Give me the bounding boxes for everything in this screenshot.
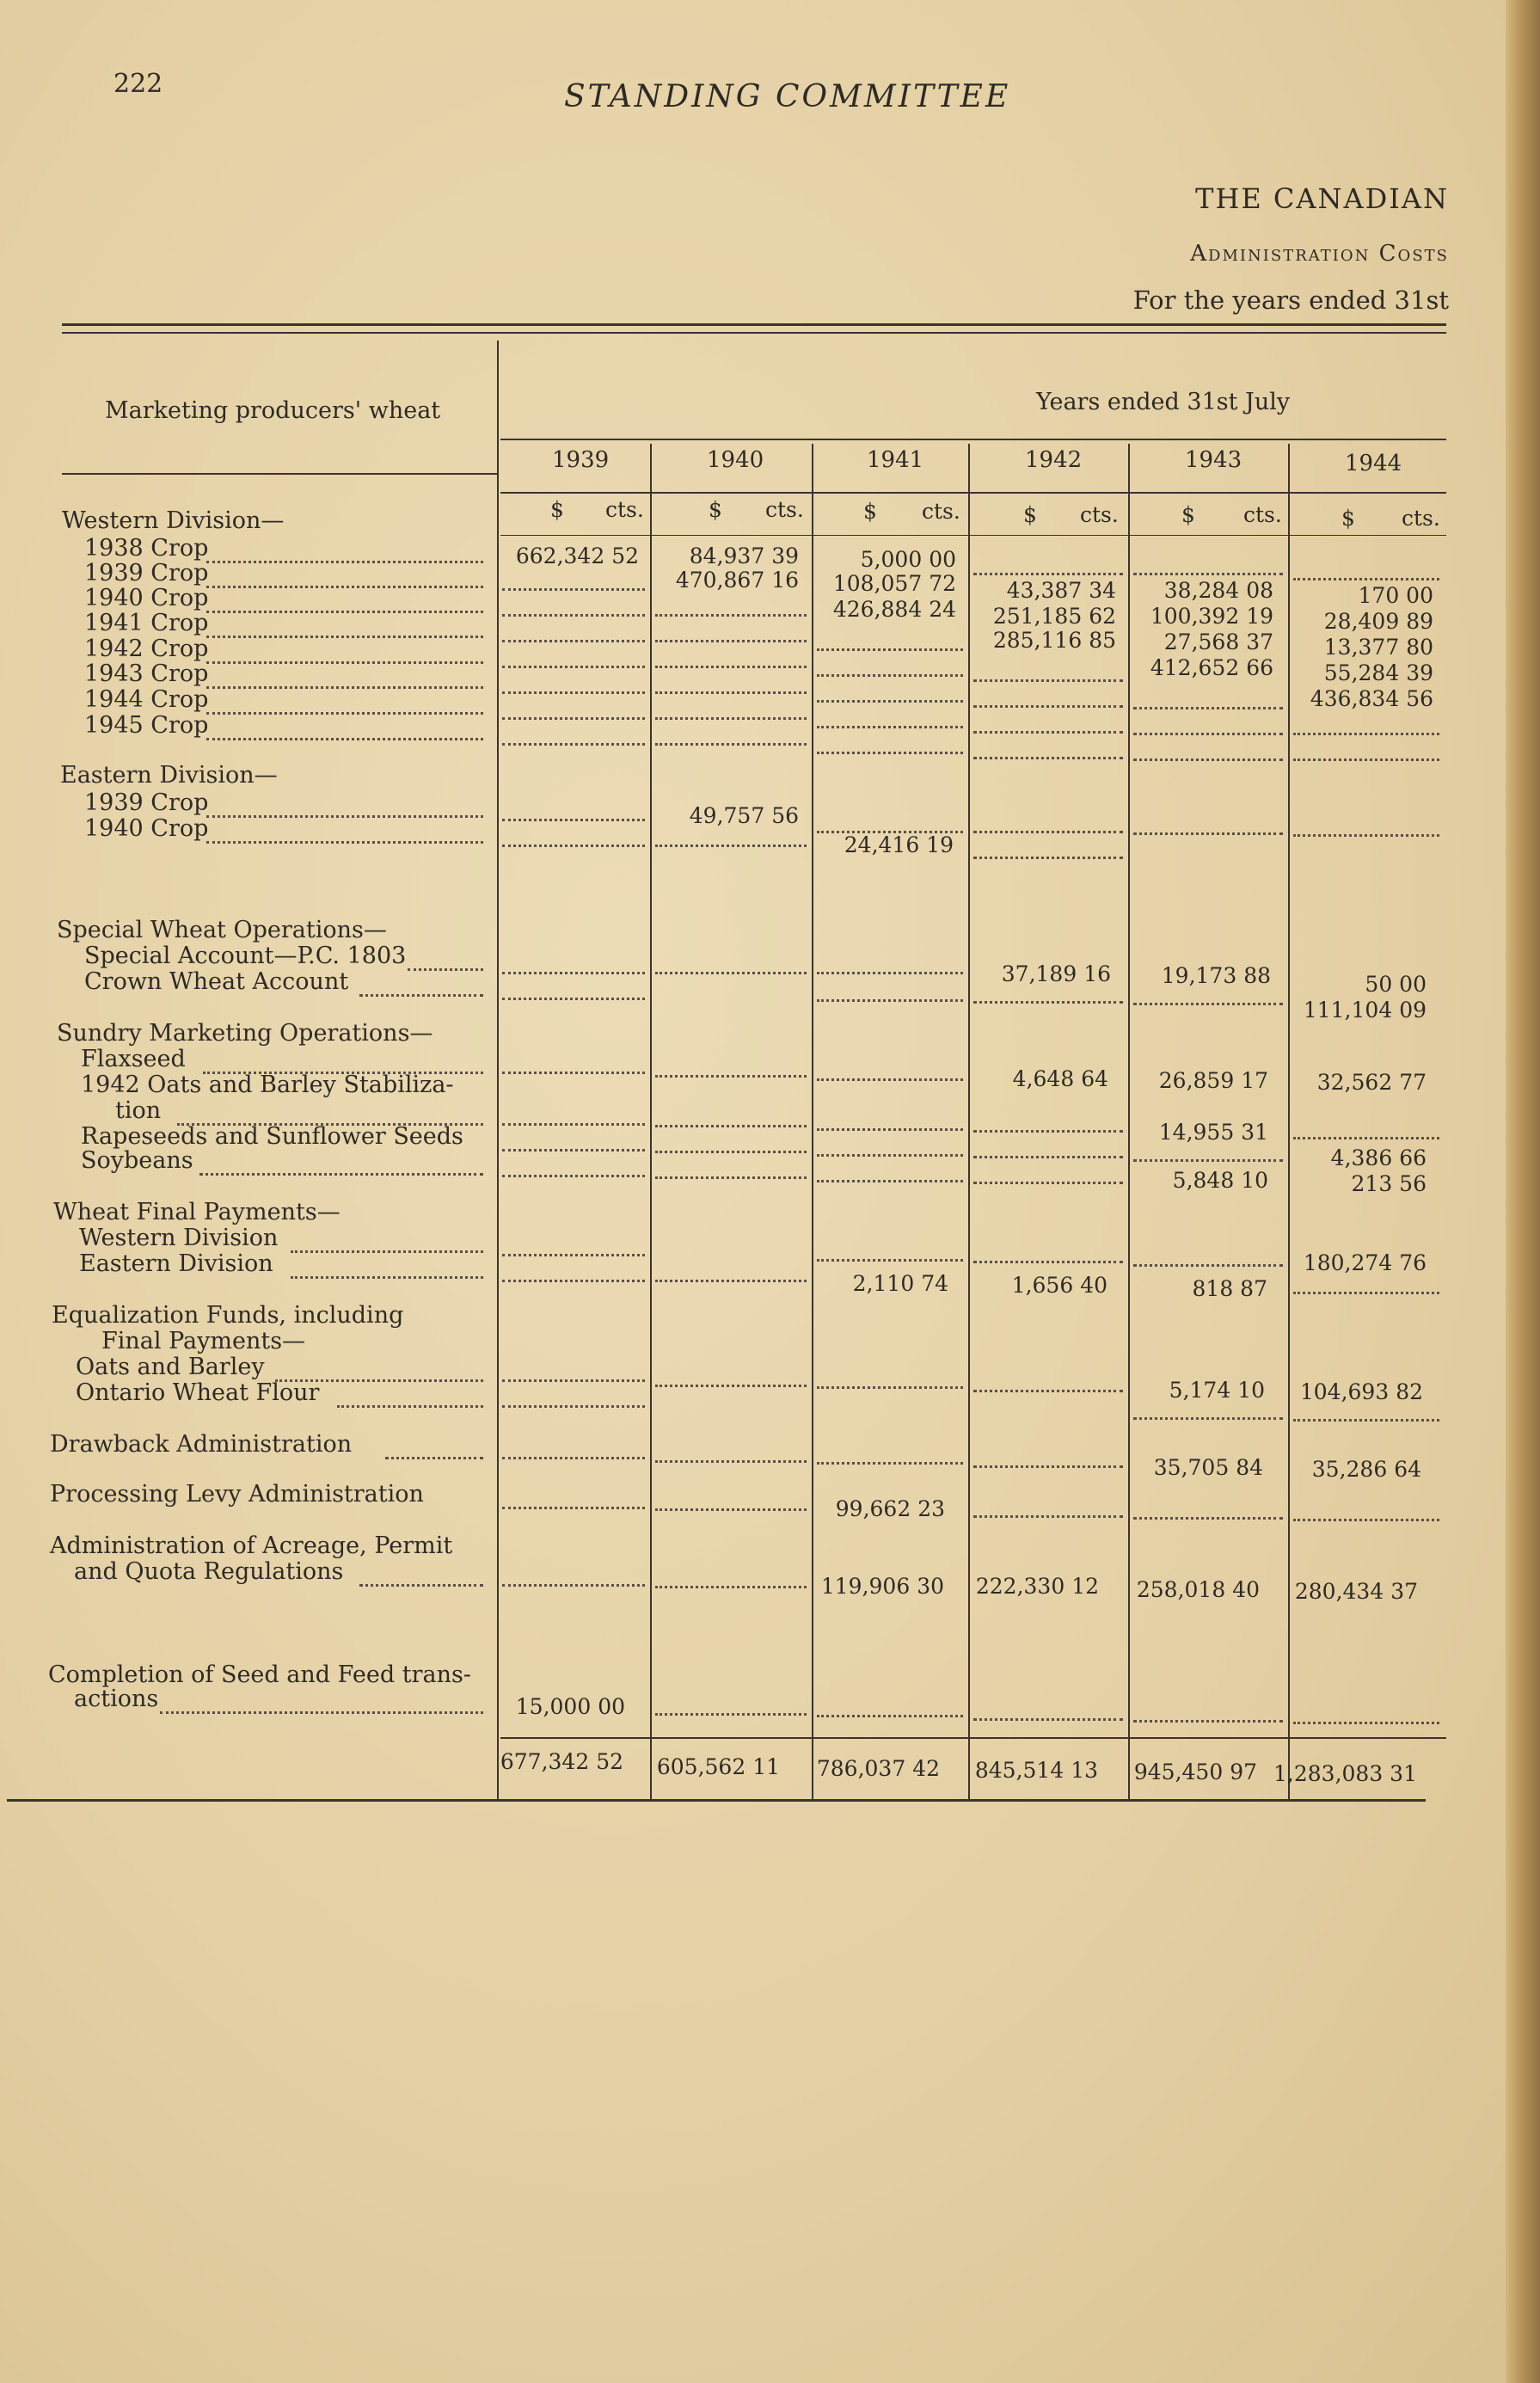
cell-1943-crop-1944: 55,284 39: [1323, 660, 1433, 685]
unit-cents: cts.: [1243, 502, 1282, 527]
cell-1941-crop-1943: 100,392 19: [1150, 604, 1273, 629]
row-label-fp-eastern: Eastern Division: [79, 1250, 273, 1277]
leader-dots: [817, 726, 963, 728]
cell-eastern-1940: 49,757 56: [689, 803, 799, 828]
leader-dots: [817, 1180, 963, 1182]
leader-dots: [817, 972, 963, 974]
leader-dots: [973, 831, 1123, 833]
leader-dots: [502, 844, 645, 847]
leader-dots: [206, 586, 483, 588]
leader-dots: [973, 1182, 1123, 1184]
leader-dots: [817, 1154, 963, 1157]
leader-dots: [817, 1715, 963, 1717]
leader-dots: [973, 1130, 1123, 1133]
leader-dots: [817, 700, 963, 703]
row-label-final-payments: Wheat Final Payments—: [53, 1199, 341, 1225]
leader-dots: [1293, 1519, 1439, 1521]
row-label-oats-barley: Oats and Barley: [76, 1354, 265, 1380]
leader-dots: [502, 1254, 645, 1256]
leader-dots: [206, 561, 483, 563]
page-number: 222: [114, 69, 163, 99]
cell-1942-crop-1942: 285,116 85: [992, 628, 1116, 653]
leader-dots: [177, 1123, 483, 1126]
leader-dots: [973, 1261, 1123, 1263]
unit-cents: cts.: [1402, 506, 1440, 531]
leader-dots: [1293, 578, 1439, 580]
bottom-rule: [7, 1799, 1426, 1802]
units-row-rule: [500, 535, 1446, 536]
col-line-2: [812, 444, 813, 1799]
cell-acreage-1942: 222,330 12: [975, 1574, 1099, 1599]
leader-dots: [275, 1379, 483, 1382]
total-rule: [500, 1737, 1446, 1739]
top-rule-1: [62, 323, 1446, 326]
leader-dots: [1293, 733, 1439, 735]
row-label-sundry: Sundry Marketing Operations—: [57, 1020, 433, 1047]
year-1940: 1940: [707, 447, 764, 473]
row-label-1938-crop: 1938 Crop: [84, 535, 209, 562]
row-label-flaxseed: Flaxseed: [81, 1046, 186, 1072]
row-label-equalization-cont: Final Payments—: [101, 1328, 306, 1354]
unit-dollar: $: [1181, 502, 1195, 527]
leader-dots: [817, 831, 963, 833]
cell-special-1943: 19,173 88: [1161, 963, 1271, 988]
leader-dots: [502, 1507, 645, 1509]
leader-dots: [502, 640, 645, 642]
leader-dots: [408, 968, 483, 971]
leader-dots: [1293, 1722, 1439, 1724]
cell-1944-crop-1944: 436,834 56: [1310, 686, 1433, 711]
cell-1942-crop-1944: 13,377 80: [1323, 635, 1433, 660]
leader-dots: [206, 841, 483, 844]
cell-ontario-1943: 5,174 10: [1169, 1378, 1265, 1403]
cell-1941-crop-1944: 28,409 89: [1323, 609, 1433, 634]
cell-1938-crop-1939: 662,342 52: [515, 544, 639, 568]
col-line-3: [968, 444, 970, 1799]
row-label-oats-barley-stab: 1942 Oats and Barley Stabiliza-: [81, 1072, 454, 1098]
row-label-1941-crop: 1941 Crop: [84, 610, 209, 636]
cell-1940-crop-1941: 426,884 24: [832, 597, 956, 622]
leader-dots: [655, 1713, 807, 1716]
col-line-4: [1128, 444, 1130, 1799]
cell-1940-crop-1942: 43,387 34: [1006, 578, 1116, 603]
cell-rape-1943: 14,955 31: [1158, 1120, 1268, 1145]
leader-dots: [502, 819, 645, 821]
cell-fp-western-1944: 180,274 76: [1303, 1250, 1426, 1275]
total-1941: 786,037 42: [816, 1756, 940, 1781]
cell-seed-feed-1939: 15,000 00: [515, 1694, 625, 1719]
leader-dots: [817, 752, 963, 754]
leader-dots: [973, 1515, 1123, 1518]
row-label-1939-crop: 1939 Crop: [84, 560, 209, 587]
leader-dots: [502, 998, 645, 1000]
cell-eastern-1941: 24,416 19: [844, 832, 954, 857]
leader-dots: [655, 1176, 807, 1179]
leader-dots: [291, 1276, 483, 1279]
leader-dots: [1293, 1292, 1439, 1294]
col-line-0: [497, 341, 499, 1799]
cell-fp-eastern-1941: 2,110 74: [852, 1271, 948, 1296]
leader-dots: [206, 815, 483, 818]
cell-acreage-1944: 280,434 37: [1294, 1579, 1418, 1604]
unit-cents: cts.: [605, 497, 644, 522]
leader-dots: [291, 1250, 483, 1253]
cell-crown-1944: 111,104 09: [1303, 998, 1426, 1023]
cell-soy-1943: 5,848 10: [1172, 1168, 1268, 1193]
col-line-1: [650, 444, 652, 1799]
cell-special-1942: 37,189 16: [1001, 961, 1111, 986]
leader-dots: [1133, 1264, 1283, 1267]
cell-acreage-1941: 119,906 30: [820, 1574, 944, 1599]
leader-dots: [502, 1457, 645, 1459]
row-label-processing-levy: Processing Levy Administration: [50, 1481, 424, 1508]
leader-dots: [1293, 1137, 1439, 1139]
leader-dots: [502, 691, 645, 694]
leader-dots: [655, 614, 807, 617]
leader-dots: [655, 1151, 807, 1153]
leader-dots: [655, 691, 807, 694]
leader-dots: [655, 1586, 807, 1588]
row-label-1945-crop: 1945 Crop: [84, 712, 209, 739]
leader-dots: [817, 1386, 963, 1389]
row-label-oats-barley-stab-cont: tion: [115, 1097, 162, 1124]
cell-acreage-1943: 258,018 40: [1136, 1577, 1260, 1602]
leader-dots: [160, 1711, 483, 1714]
row-label-1944-crop: 1944 Crop: [84, 686, 209, 713]
page-edge: [1506, 0, 1540, 2383]
cell-1943-crop-1943: 412,652 66: [1150, 655, 1273, 680]
heading-line-2: Administration Costs: [1190, 241, 1449, 267]
leader-dots: [502, 666, 645, 668]
top-rule-2: [62, 332, 1446, 334]
leader-dots: [1133, 733, 1283, 735]
row-label-crown-wheat: Crown Wheat Account: [84, 968, 349, 995]
leader-dots: [655, 1385, 807, 1387]
leader-dots: [502, 972, 645, 974]
total-1939: 677,342 52: [500, 1749, 623, 1774]
cell-rape-1944: 4,386 66: [1330, 1145, 1426, 1170]
leader-dots: [1133, 1003, 1283, 1005]
leader-dots: [973, 1390, 1123, 1392]
leader-dots: [199, 1173, 483, 1176]
cell-1940-crop-1943: 38,284 08: [1163, 578, 1273, 603]
stub-header-rule: [62, 473, 497, 475]
leader-dots: [502, 1175, 645, 1177]
row-label-equalization: Equalization Funds, including: [52, 1302, 404, 1329]
leader-dots: [502, 1405, 645, 1408]
total-1942: 845,514 13: [974, 1758, 1098, 1783]
total-1940: 605,562 11: [656, 1754, 780, 1779]
leader-dots: [206, 611, 483, 613]
row-label-drawback: Drawback Administration: [50, 1431, 353, 1458]
heading-line-1: THE CANADIAN: [1195, 182, 1449, 215]
leader-dots: [973, 857, 1123, 859]
leader-dots: [973, 1465, 1123, 1468]
unit-cents: cts.: [1080, 502, 1119, 527]
leader-dots: [973, 1156, 1123, 1158]
unit-cents: cts.: [765, 497, 804, 522]
leader-dots: [502, 588, 645, 591]
leader-dots: [502, 1149, 645, 1152]
leader-dots: [206, 738, 483, 740]
year-1941: 1941: [867, 447, 924, 473]
col-line-5: [1288, 444, 1290, 1799]
unit-dollar: $: [709, 497, 722, 522]
row-label-1940-crop: 1940 Crop: [84, 585, 209, 611]
leader-dots: [655, 1280, 807, 1282]
cell-stab-1942: 4,648 64: [1012, 1066, 1108, 1091]
leader-dots: [655, 1125, 807, 1127]
row-label-seed-feed-cont: actions: [74, 1686, 159, 1712]
row-label-special-wheat: Special Wheat Operations—: [57, 917, 387, 943]
leader-dots: [1133, 759, 1283, 761]
year-1942: 1942: [1025, 447, 1083, 473]
year-row-rule: [500, 492, 1446, 494]
cell-fp-eastern-1943: 818 87: [1192, 1276, 1267, 1301]
cell-ontario-1944: 104,693 82: [1299, 1379, 1423, 1404]
leader-dots: [1133, 832, 1283, 835]
running-title: STANDING COMMITTEE: [564, 79, 1011, 114]
leader-dots: [1133, 573, 1283, 575]
cell-soy-1944: 213 56: [1351, 1171, 1426, 1196]
cell-1939-crop-1940: 470,867 16: [675, 568, 799, 593]
row-label-acreage-cont: and Quota Regulations: [74, 1558, 344, 1585]
leader-dots: [1133, 707, 1283, 709]
leader-dots: [1133, 1720, 1283, 1723]
leader-dots: [973, 679, 1123, 682]
leader-dots: [655, 640, 807, 642]
leader-dots: [973, 573, 1123, 575]
leader-dots: [655, 1508, 807, 1511]
row-label-fp-western: Western Division: [79, 1225, 279, 1251]
leader-dots: [973, 731, 1123, 734]
cell-stab-1944: 32,562 77: [1316, 1070, 1426, 1095]
leader-dots: [359, 994, 483, 997]
cell-fp-eastern-1942: 1,656 40: [1011, 1273, 1107, 1298]
leader-dots: [655, 743, 807, 746]
leader-dots: [655, 1460, 807, 1463]
leader-dots: [502, 1072, 645, 1074]
leader-dots: [817, 674, 963, 677]
row-label-western-division: Western Division—: [62, 507, 285, 534]
leader-dots: [655, 844, 807, 847]
leader-dots: [206, 686, 483, 689]
total-1944: 1,283,083 31: [1273, 1761, 1417, 1786]
row-label-1942-crop: 1942 Crop: [84, 636, 209, 662]
year-1943: 1943: [1185, 447, 1242, 473]
unit-cents: cts.: [922, 499, 960, 524]
leader-dots: [502, 1379, 645, 1382]
cell-1938-crop-1941: 5,000 00: [860, 547, 956, 572]
leader-dots: [655, 717, 807, 720]
row-label-soybeans: Soybeans: [81, 1147, 193, 1174]
leader-dots: [359, 1584, 483, 1587]
leader-dots: [502, 1280, 645, 1282]
leader-dots: [655, 1075, 807, 1078]
cell-1941-crop-1942: 251,185 62: [992, 604, 1116, 629]
row-label-e-1939-crop: 1939 Crop: [84, 789, 209, 816]
year-1944: 1944: [1345, 451, 1402, 476]
leader-dots: [206, 636, 483, 638]
leader-dots: [203, 1072, 483, 1074]
leader-dots: [973, 1718, 1123, 1721]
unit-dollar: $: [863, 499, 877, 524]
leader-dots: [1293, 834, 1439, 837]
leader-dots: [655, 666, 807, 668]
row-label-1943-crop: 1943 Crop: [84, 660, 209, 687]
leader-dots: [337, 1405, 483, 1408]
leader-dots: [502, 717, 645, 720]
row-label-acreage: Administration of Acreage, Permit: [50, 1532, 453, 1559]
unit-dollar: $: [550, 497, 564, 522]
unit-dollar: $: [1023, 502, 1037, 527]
leader-dots: [385, 1457, 483, 1459]
leader-dots: [502, 743, 645, 746]
leader-dots: [817, 648, 963, 651]
row-label-eastern-division: Eastern Division—: [60, 762, 278, 789]
cell-drawback-1944: 35,286 64: [1311, 1457, 1421, 1482]
row-label-ontario-flour: Ontario Wheat Flour: [76, 1379, 320, 1406]
cell-1939-crop-1941: 108,057 72: [832, 571, 956, 596]
heading-line-3: For the years ended 31st: [1132, 286, 1449, 315]
leader-dots: [1133, 1517, 1283, 1520]
stub-header: Marketing producers' wheat: [105, 397, 441, 424]
leader-dots: [817, 999, 963, 1002]
leader-dots: [817, 1128, 963, 1131]
row-label-rapeseeds: Rapeseeds and Sunflower Seeds: [81, 1123, 463, 1150]
leader-dots: [206, 661, 483, 664]
leader-dots: [973, 757, 1123, 759]
leader-dots: [655, 972, 807, 974]
leader-dots: [502, 614, 645, 617]
leader-dots: [1293, 1419, 1439, 1422]
leader-dots: [1133, 1417, 1283, 1420]
leader-dots: [502, 1584, 645, 1587]
cell-special-1944: 50 00: [1365, 972, 1426, 997]
years-header: Years ended 31st July: [1036, 389, 1291, 415]
leader-dots: [1293, 759, 1439, 761]
leader-dots: [973, 1001, 1123, 1004]
cell-drawback-1943: 35,705 84: [1153, 1455, 1263, 1480]
years-header-rule: [500, 439, 1446, 440]
leader-dots: [817, 1259, 963, 1262]
cell-1942-crop-1943: 27,568 37: [1163, 630, 1273, 654]
cell-1938-crop-1940: 84,937 39: [689, 544, 799, 568]
leader-dots: [817, 1078, 963, 1081]
cell-1940-crop-1944: 170 00: [1358, 583, 1433, 608]
leader-dots: [1133, 1159, 1283, 1162]
cell-stab-1943: 26,859 17: [1158, 1068, 1268, 1093]
row-label-special-account: Special Account—P.C. 1803: [84, 943, 407, 969]
leader-dots: [973, 705, 1123, 708]
row-label-seed-feed: Completion of Seed and Feed trans-: [48, 1661, 471, 1688]
leader-dots: [817, 1462, 963, 1465]
unit-dollar: $: [1341, 506, 1355, 531]
total-1943: 945,450 97: [1133, 1760, 1257, 1784]
cell-levy-1941: 99,662 23: [835, 1496, 945, 1521]
leader-dots: [206, 712, 483, 715]
row-label-e-1940-crop: 1940 Crop: [84, 815, 209, 842]
leader-dots: [502, 1123, 645, 1126]
year-1939: 1939: [552, 447, 610, 473]
